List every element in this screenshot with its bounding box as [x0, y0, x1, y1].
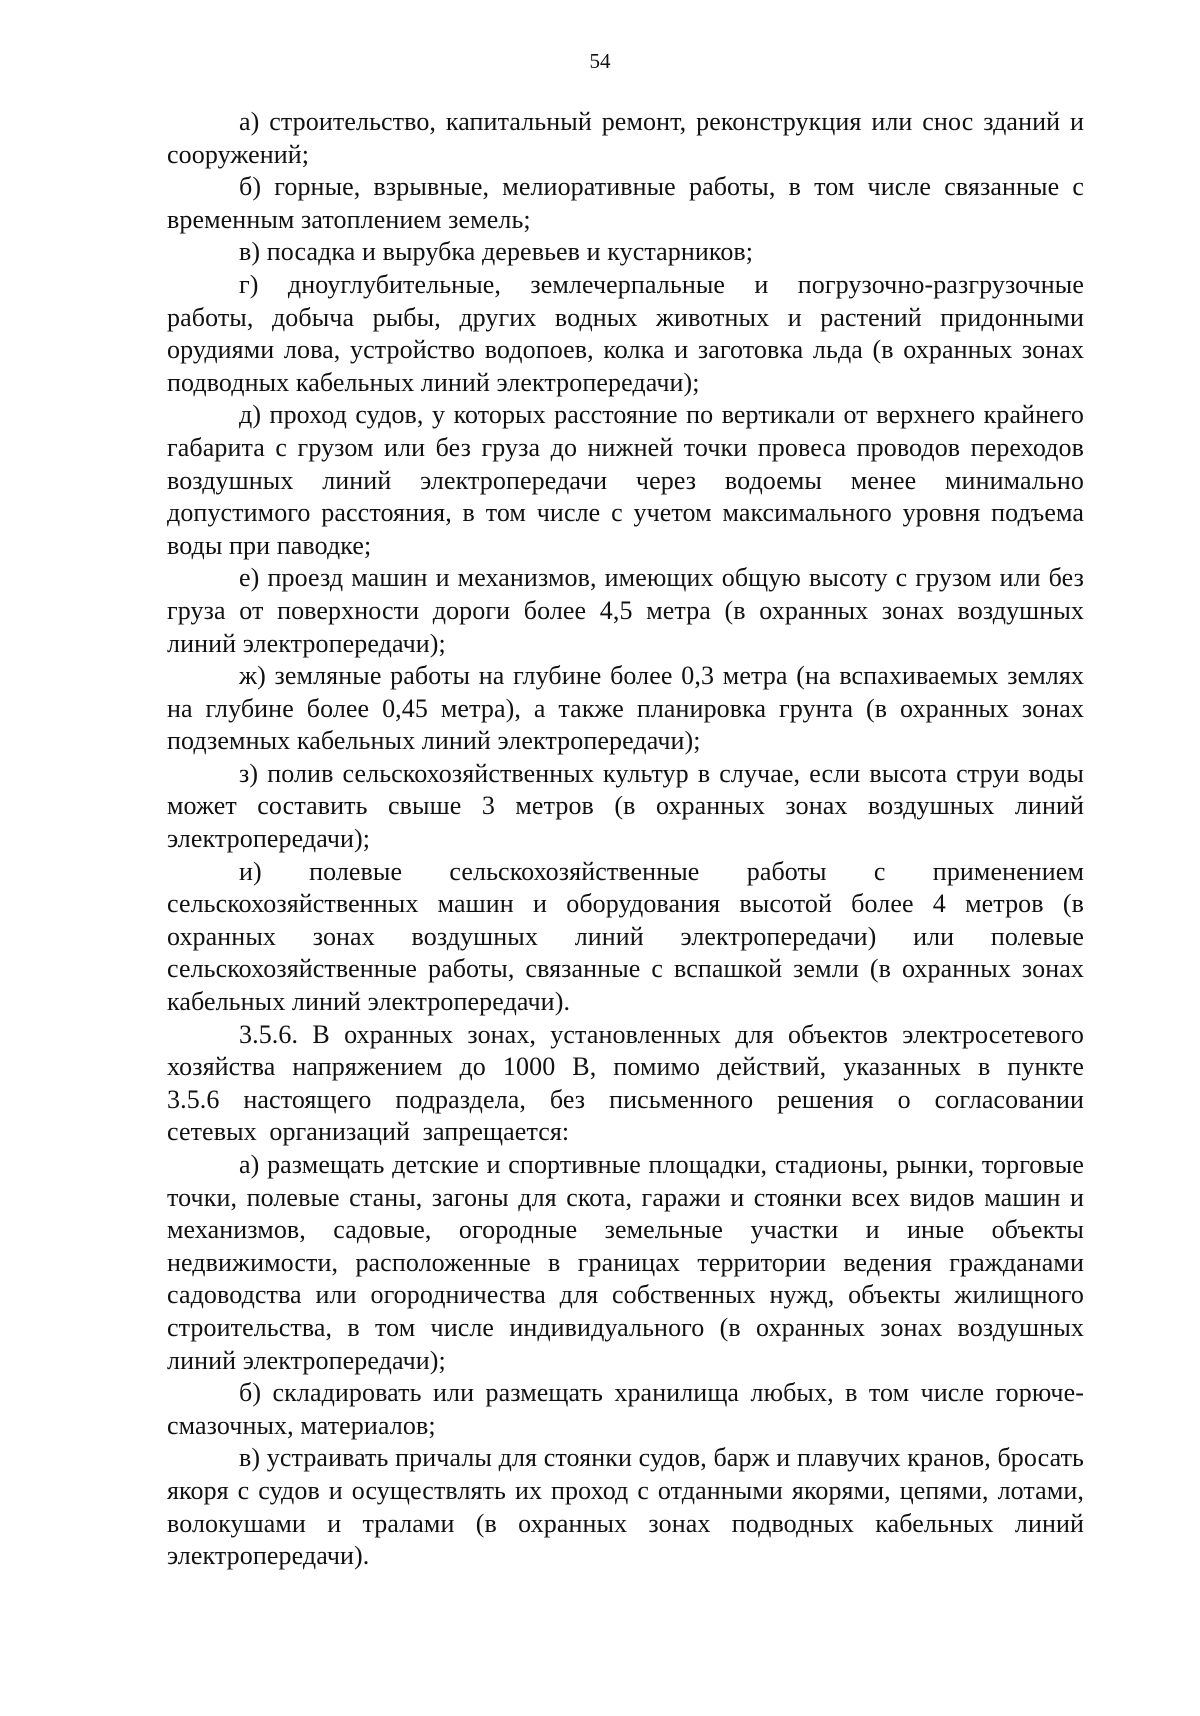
paragraph-item-v: в) посадка и вырубка деревьев и кустарников; — [239, 237, 754, 267]
document-body — [167, 106, 1084, 1573]
paragraph-subitem-a: а) размещать детские и спортивные площадки, стадионы, рынки, торговые точки, полевые станы, загоны для скота, гаражи и стоянки всех видов машин и механизмов, садовые, огородные земельные участки и иные объекты недвижимости, расположенные в границах территории ведения гражданами садоводства или огородничества для собственных нужд, объекты жилищного строительства, в том числе индивидуального (в охранных зонах воздушных линий электропередачи); — [167, 1150, 1084, 1375]
paragraph-subitem-v: в) устраивать причалы для стоянки судов, барж и плавучих кранов, бросать якоря с судов и осуществлять их проход с отданными якорями, цепями, лотами, волокушами и тралами (в охранных зонах подводных кабельных линий электропередачи). — [167, 1443, 1084, 1571]
paragraph-clause-3-5-6: 3.5.6. В охранных зонах, установленных для объектов электросетевого хозяйства напряжением до 1000 В, помимо действий, указанных в пункте 3.5.6 настоящего подраздела, без письменного решения о согласовании сетевых организаций запрещается: — [167, 1019, 1084, 1147]
page-number: 54 — [589, 49, 611, 73]
paragraph-subitem-b: б) складировать или размещать хранилища любых, в том числе горюче-смазочных, материалов; — [167, 1378, 1084, 1440]
paragraph-item-b: б) горные, взрывные, мелиоративные работы, в том числе связанные с временным затоплением земель; — [167, 172, 1084, 234]
paragraph-item-g: г) дноуглубительные, землечерпальные и погрузочно-разгрузочные работы, добыча рыбы, других водных животных и растений придонными орудиями лова, устройство водопоев, колка и заготовка льда (в охранных зонах подводных кабельных линий электропередачи); — [167, 269, 1084, 397]
paragraph-item-a: а) строительство, капитальный ремонт, реконструкция или снос зданий и сооружений; — [167, 107, 1084, 169]
paragraph-item-i: и) полевые сельскохозяйственные работы с применением сельскохозяйственных машин и оборудования высотой более 4 метров (в охранных зонах воздушных линий электропередачи) или полевые сельскохозяйственные работы, связанные с вспашкой земли (в охранных зонах кабельных линий электропередачи). — [167, 856, 1084, 1017]
paragraph-item-zh: ж) земляные работы на глубине более 0,3 метра (на вспахиваемых землях на глубине более 0,45 метра), а также планировка грунта (в охранных зонах подземных кабельных линий электропередачи); — [167, 661, 1084, 756]
paragraph-item-e: е) проезд машин и механизмов, имеющих общую высоту с грузом или без груза от поверхности дороги более 4,5 метра (в охранных зонах воздушных линий электропередачи); — [167, 563, 1084, 658]
paragraph-item-z: з) полив сельскохозяйственных культур в случае, если высота струи воды может составить свыше 3 метров (в охранных зонах воздушных линий электропередачи); — [167, 758, 1084, 854]
paragraph-item-d: д) проход судов, у которых расстояние по вертикали от верхнего крайнего габарита с грузом или без груза до нижней точки провеса проводов переходов воздушных линий электропередачи через водоемы менее минимально допустимого расстояния, в том числе с учетом максимального уровня подъема воды при паводке; — [167, 400, 1084, 560]
